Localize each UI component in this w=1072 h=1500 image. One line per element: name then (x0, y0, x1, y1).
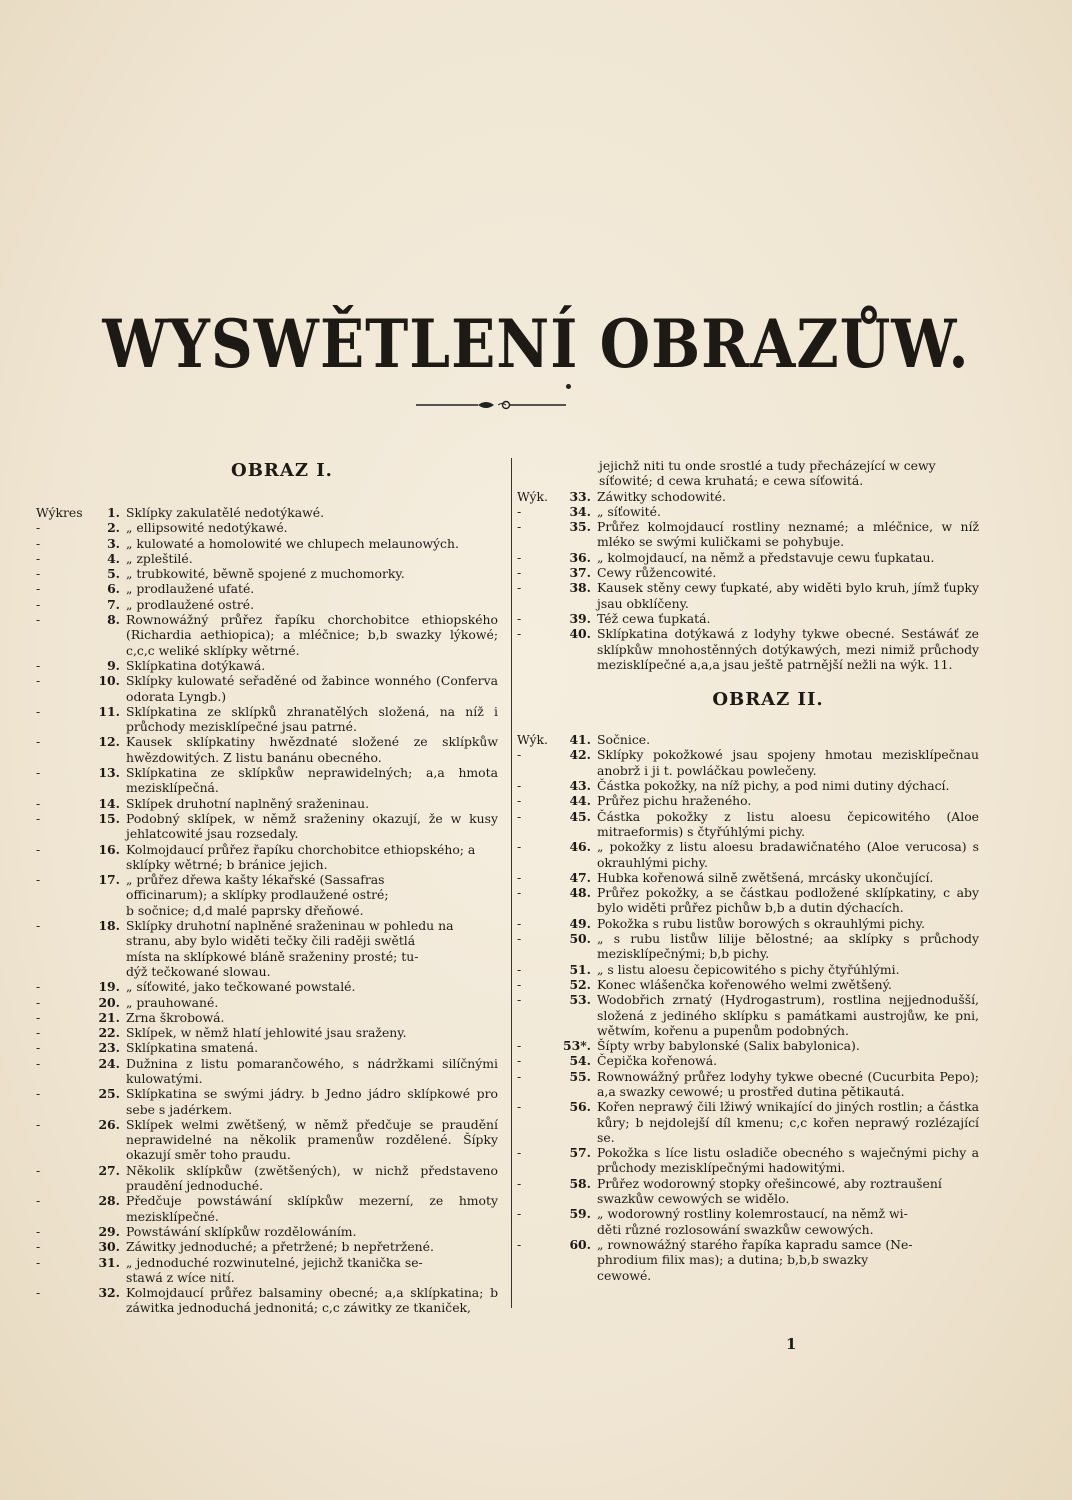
entry-text: Předčuje powstáwání sklípkůw mezerní, ze hmoty mezisklípečné. (126, 1193, 498, 1224)
entry-number: 57. (569, 1145, 591, 1161)
entry-text: Kolmojdaucí průřez balsaminy obecné; a,a sklípkatina; b záwitka jednoduchá jednonitá; c,c záwitky ze tkaniček, (126, 1285, 498, 1316)
entry-prefix: - (517, 1145, 522, 1161)
figure-entry (517, 992, 979, 1038)
entry-text: „ trubkowité, běwně spojené z muchomorky. (126, 566, 405, 582)
entry-number: 46. (569, 839, 591, 855)
figure-entry (36, 1025, 498, 1040)
entry-number: 26. (98, 1116, 120, 1132)
figure-entry (517, 793, 979, 808)
entry-text: Čepička kořenowá. (597, 1053, 718, 1069)
entry-number: 21. (98, 1009, 120, 1025)
entry-prefix: - (517, 549, 522, 565)
entry-prefix: - (517, 1038, 522, 1054)
entry-text: Sklípek welmi zwětšený, w němž předčuje se praudění neprawidelné na několik pramenůw rozdělené. Šípky okazují směr toho praudu. (126, 1116, 498, 1163)
entry-prefix: - (517, 976, 522, 992)
entry-text: „ prauhowané. (126, 994, 219, 1010)
entry-number: 43. (569, 778, 591, 794)
figure-entry (36, 995, 498, 1010)
figure-entry (36, 1285, 498, 1316)
entry-prefix: - (36, 1009, 41, 1025)
figure-entry (517, 519, 979, 550)
entry-prefix: Wýkres (36, 505, 83, 520)
entry-prefix: - (36, 1223, 41, 1239)
entry-number: 1. (107, 505, 120, 520)
figure-entry (517, 504, 979, 519)
figure-entry (36, 1010, 498, 1025)
entry-prefix: - (517, 869, 522, 885)
entry-number: 2. (107, 520, 120, 536)
entry-text: „ síťowité, jako tečkowané powstalé. (126, 979, 356, 995)
entry-number: 59. (569, 1206, 591, 1222)
entry-text: Částka pokožky z listu aloesu čepicowitého (Aloe mitraeformis) s čtyřúhlými pichy. (597, 808, 979, 839)
entry-number: 51. (569, 961, 591, 977)
column-divider (511, 458, 512, 1308)
entry-number: 7. (107, 596, 120, 612)
entry-text: Sklípky druhotní naplněné sraženinau w pohledu na stranu, aby bylo widěti tečky čili raději swětlá místa na sklípkowé bláně sraženiny prosté; tu- dýž tečkowané slowau. (126, 918, 454, 979)
entry-text: Sklípky pokožkowé jsau spojeny hmotau mezisklípečnau anobrž i ji t. powláčkau powlečeny. (597, 747, 979, 778)
entry-text: „ kolmojdaucí, na němž a představuje cewu ťupkatau. (597, 549, 935, 565)
figure-entry (517, 565, 979, 580)
figure-entry (36, 918, 498, 979)
entry-prefix: - (36, 1040, 41, 1056)
figure-entry (517, 1176, 979, 1207)
figure-entry (517, 550, 979, 565)
figure-entry (517, 1145, 979, 1176)
entry-number: 18. (98, 918, 120, 934)
entry-number: 27. (98, 1162, 120, 1178)
entry-prefix: - (36, 1239, 41, 1255)
entry-text: Několik sklípkůw (zwětšených), w nichž představeno praudění jednoduché. (126, 1162, 498, 1194)
figure-entry (517, 977, 979, 992)
figure-entry (36, 734, 498, 765)
entry-prefix: - (36, 1254, 41, 1270)
entry-text: Sklípkatina ze sklípků zhranatělých složená, na níž i průchody mezisklípečné jsau patrné. (126, 703, 498, 735)
entry-number: 36. (569, 549, 591, 565)
entry-prefix: - (517, 1099, 522, 1115)
figure-entry (36, 872, 498, 918)
entry-text: Průřez pokožky, a se částkau podložené sklípkatiny, c aby bylo widěti průřez pichůw b,b a dutin dýchacích. (597, 885, 979, 916)
entry-number: 42. (569, 747, 591, 763)
entry-text: Zrna škrobowá. (126, 1009, 225, 1025)
entry-number: 8. (107, 612, 120, 628)
entry-text: Powstáwání sklípkůw rozdělowáním. (126, 1223, 357, 1239)
entry-text: Kořen neprawý čili lžiwý wnikající do jiných rostlin; a částka kůry; b nejdolejší díl kmenu; c,c kořen neprawý rozlézající se. (597, 1099, 979, 1145)
entry-number: 38. (569, 580, 591, 596)
entry-text: Záwitky jednoduché; a přetržené; b nepřetržené. (126, 1239, 434, 1255)
entry-text: Sklípkatina dotýkawá. (126, 657, 266, 673)
entry-number: 54. (569, 1053, 591, 1069)
entry-text: „ prodlaužené ostré. (126, 596, 255, 612)
entry-prefix: - (517, 747, 522, 763)
entry-number: 53*. (562, 1038, 591, 1054)
entry-prefix: - (517, 793, 522, 809)
entry-text: „ kulowaté a homolowité we chlupech melaunowých. (126, 535, 459, 551)
figure-entry (517, 885, 979, 916)
entry-number: 32. (98, 1285, 120, 1301)
entry-text: Sklípky zakulatělé nedotýkawé. (126, 505, 325, 520)
entry-number: 22. (98, 1025, 120, 1041)
figure-entry (517, 1099, 979, 1145)
figure-entry (36, 581, 498, 596)
figure-entry (36, 1255, 498, 1286)
entry-text: Hubka kořenowá silně zwětšená, mrcásky ukončující. (597, 869, 934, 885)
entry-number: 53. (569, 992, 591, 1008)
entry-prefix: - (517, 1068, 522, 1084)
entry-prefix: - (517, 626, 522, 642)
entry-prefix: - (517, 1236, 522, 1252)
entry-number: 16. (98, 841, 120, 857)
figure-entry (517, 1053, 979, 1068)
entry-number: 28. (98, 1193, 120, 1209)
entry-text: Wodobřich zrnatý (Hydrogastrum), rostlina nejjednodušší, složená z jediného sklípku s památkami austrojůw, ke pni, wětwím, kořenu a pupenům podobných. (597, 992, 979, 1038)
entry-number: 41. (569, 732, 591, 748)
figure-entry (36, 842, 498, 873)
entry-text: Sklípky kulowaté seřaděné od žabince wonného (Conferva odorata Lyngb.) (126, 673, 498, 704)
section-heading-obraz-2: OBRAZ II. (712, 689, 824, 711)
entry-number: 40. (569, 626, 591, 642)
entry-number: 6. (107, 581, 120, 597)
entry-number: 48. (569, 885, 591, 901)
figure-entry (36, 1086, 498, 1117)
figure-entry (36, 979, 498, 994)
entry-list-obraz-1-continued (517, 489, 979, 673)
entry-prefix: - (517, 1053, 522, 1069)
entry-number: 15. (98, 810, 120, 826)
entry-prefix: - (36, 1055, 41, 1071)
figure-entry (517, 916, 979, 931)
entry-number: 44. (569, 793, 591, 809)
figure-entry (517, 809, 979, 840)
left-column (36, 457, 498, 1316)
figure-entry (517, 747, 979, 778)
entry-text: Sklípek, w němž hlatí jehlowité jsau sraženy. (126, 1025, 407, 1041)
figure-entry (36, 1239, 498, 1254)
entry-prefix: - (36, 795, 41, 811)
entry-number: 60. (569, 1236, 591, 1252)
entry-number: 9. (107, 657, 120, 673)
entry-prefix: - (36, 994, 41, 1010)
entry-text: Též cewa ťupkatá. (597, 610, 711, 626)
entry-text: Cewy růžencowité. (597, 565, 717, 581)
entry-prefix: - (517, 1206, 522, 1222)
entry-prefix: - (36, 596, 41, 612)
entry-text: Konec wlášenčka kořenowého welmi zwětšený. (597, 976, 892, 992)
entry-text: Sočnice. (597, 732, 651, 748)
entry-number: 4. (107, 550, 120, 566)
entry-number: 3. (107, 535, 120, 551)
entry-prefix: - (517, 778, 522, 794)
figure-entry (36, 505, 498, 520)
entry-prefix: - (517, 580, 522, 596)
entry-number: 55. (569, 1068, 591, 1084)
figure-entry (36, 1056, 498, 1087)
figure-entry (517, 962, 979, 977)
entry-prefix: - (36, 1025, 41, 1041)
entry-prefix: - (517, 610, 522, 626)
entry-continuation: jejichž niti tu onde srostlé a tudy přecházející w cewy síťowité; d cewa kruhatá; e cewa síťowitá. (599, 458, 936, 489)
figure-entry (36, 520, 498, 535)
figure-entry (517, 1038, 979, 1053)
entry-number: 39. (569, 610, 591, 626)
entry-number: 34. (569, 503, 591, 519)
figure-entry (517, 870, 979, 885)
entry-number: 58. (569, 1175, 591, 1191)
entry-prefix: - (36, 1116, 41, 1132)
entry-list-obraz-2 (517, 732, 979, 1283)
entry-prefix: - (517, 519, 522, 535)
entry-number: 30. (98, 1239, 120, 1255)
section-heading-obraz-1: OBRAZ I. (231, 460, 333, 481)
entry-number: 31. (98, 1254, 120, 1270)
entry-text: Záwitky schodowité. (597, 488, 726, 504)
figure-entry (517, 1237, 979, 1283)
entry-prefix: Wýk. (517, 488, 548, 504)
figure-entry (36, 612, 498, 658)
entry-prefix: - (36, 1285, 41, 1301)
entry-number: 49. (569, 915, 591, 931)
entry-text: „ síťowité. (597, 503, 661, 519)
entry-prefix: - (36, 1162, 41, 1178)
entry-text: Kausek sklípkatiny hwězdnaté složené ze sklípkůw hwězdowitých. Z listu banánu obecného. (126, 734, 498, 765)
entry-number: 37. (569, 565, 591, 581)
entry-prefix: - (517, 961, 522, 977)
entry-text: „ jednoduché rozwinutelné, jejichž tkanička se- stawá z wíce nití. (126, 1254, 423, 1285)
entry-text: Dužnina z listu pomarančowého, s nádržkami silíčnými kulowatými. (126, 1055, 498, 1086)
figure-entry (36, 1193, 498, 1224)
figure-entry (517, 1206, 979, 1237)
figure-entry (517, 931, 979, 962)
entry-number: 45. (569, 808, 591, 824)
entry-text: Pokožka s líce listu osladiče obecného s waječnými pichy a průchody mezisklípečnými hadowitými. (597, 1145, 979, 1176)
entry-number: 25. (98, 1086, 120, 1102)
entry-text: Průřez kolmojdaucí rostliny neznamé; a mléčnice, w níž mléko se swými kuličkami se pohybuje. (597, 519, 979, 550)
entry-text: „ rownowážný starého řapíka kapradu samce (Ne- phrodium filix mas); a dutina; b,b,b swazky cewowé. (597, 1236, 913, 1283)
figure-entry (517, 839, 979, 870)
entry-number: 35. (569, 519, 591, 535)
entry-text: „ s rubu listůw lilije bělostné; aa sklípky s průchody mezisklípečnými; b,b pichy. (597, 931, 979, 962)
entry-number: 47. (569, 869, 591, 885)
entry-number: 13. (98, 765, 120, 781)
entry-prefix: - (36, 535, 41, 551)
entry-text: Průřez wodorowný stopky ořešincowé, aby roztraušení swazkůw cewowých se widělo. (597, 1175, 942, 1207)
entry-text: Sklípkatina se swými jádry. b Jedno jádro sklípkowé pro sebe s jadérkem. (126, 1086, 498, 1117)
entry-prefix: - (517, 885, 522, 901)
entry-number: 11. (98, 703, 120, 719)
entry-prefix: - (36, 566, 41, 582)
entry-number: 33. (569, 488, 591, 504)
figure-entry (36, 551, 498, 566)
entry-list-obraz-1 (36, 505, 498, 1316)
entry-prefix: - (36, 673, 41, 689)
entry-prefix: - (517, 565, 522, 581)
entry-prefix: - (36, 550, 41, 566)
entry-text: Rownowážný průřez řapíku chorchobitce ethiopského (Richardia aethiopica); a mléčnice; b,b swazky lýkowé; c,c,c weliké sklípky wětrné. (126, 612, 498, 658)
entry-prefix: - (517, 992, 522, 1008)
entry-text: „ ellipsowité nedotýkawé. (126, 520, 288, 536)
entry-text: Sklípkatina smatená. (126, 1040, 259, 1056)
figure-entry (517, 489, 979, 504)
entry-number: 50. (569, 931, 591, 947)
entry-text: Kausek stěny cewy ťupkaté, aby widěti bylo kruh, jímž ťupky jsau obklíčeny. (597, 580, 979, 611)
entry-prefix: - (36, 841, 41, 857)
figure-entry (36, 796, 498, 811)
entry-text: Průřez pichu hraženého. (597, 793, 752, 809)
entry-text: Podobný sklípek, w němž sraženiny okazují, že w kusy jehlatcowité jsau rozsedaly. (126, 810, 498, 842)
figure-entry (517, 580, 979, 611)
figure-entry (36, 673, 498, 704)
entry-number: 20. (98, 994, 120, 1010)
entry-number: 5. (107, 566, 120, 582)
entry-text: Pokožka s rubu listůw borowých s okrauhlými pichy. (597, 915, 925, 931)
figure-entry (517, 626, 979, 672)
figure-entry (517, 1069, 979, 1100)
entry-prefix: - (36, 918, 41, 934)
entry-text: Šípty wrby babylonské (Salix babylonica). (597, 1038, 860, 1054)
entry-prefix: - (36, 979, 41, 995)
right-column (517, 458, 979, 1283)
figure-entry (36, 704, 498, 735)
figure-entry (517, 778, 979, 793)
entry-text: „ prodlaužené ufaté. (126, 581, 255, 597)
figure-entry (517, 611, 979, 626)
page-number: 1 (786, 1335, 797, 1353)
figure-entry (36, 1117, 498, 1163)
entry-prefix: - (36, 612, 41, 628)
figure-entry (36, 566, 498, 581)
entry-prefix: - (517, 915, 522, 931)
entry-text: „ průřez dřewa kašty lékařské (Sassafras officinarum); a sklípky prodlaužené ostré; b sočnice; d,d malé paprsky dřeňowé. (126, 872, 389, 918)
entry-prefix: - (36, 1086, 41, 1102)
entry-number: 52. (569, 976, 591, 992)
entry-number: 24. (98, 1055, 120, 1071)
entry-prefix: Wýk. (517, 732, 548, 748)
figure-entry (36, 1163, 498, 1194)
entry-prefix: - (36, 520, 41, 536)
entry-text: „ s listu aloesu čepicowitého s pichy čtyřúhlými. (597, 961, 900, 977)
entry-number: 14. (98, 795, 120, 811)
entry-prefix: - (36, 657, 41, 673)
figure-entry (36, 811, 498, 842)
entry-prefix: - (517, 839, 522, 855)
entry-text: Sklípek druhotní naplněný sraženinau. (126, 795, 370, 811)
ornament-divider (416, 398, 566, 412)
entry-text: „ wodorowný rostliny kolemrostaucí, na němž wi- děti různé rozlosowání swazkůw cewowých. (597, 1206, 908, 1237)
entry-prefix: - (36, 734, 41, 750)
figure-entry (517, 732, 979, 747)
entry-number: 23. (98, 1040, 120, 1056)
entry-text: „ zpleštilé. (126, 550, 193, 566)
figure-entry (36, 597, 498, 612)
entry-prefix: - (36, 810, 41, 826)
entry-text: Sklípkatina ze sklípkůw neprawidelných; a,a hmota mezisklípečná. (126, 765, 498, 796)
entry-prefix: - (36, 765, 41, 781)
entry-text: Sklípkatina dotýkawá z lodyhy tykwe obecné. Sestáwáť ze sklípkůw mnohostěnných dotýkawých, mezi nimiž průchody mezisklípečné a,a,a jsau ještě patrnější nežli na wýk. 11. (597, 626, 979, 672)
entry-number: 17. (98, 872, 120, 888)
page-title: WYSWĚTLENÍ OBRAZŮW. (102, 305, 970, 384)
entry-text: „ pokožky z listu aloesu bradawičnatého (Aloe verucosa) s okrauhlými pichy. (597, 839, 979, 870)
entry-number: 12. (98, 734, 120, 750)
entry-prefix: - (517, 931, 522, 947)
entry-prefix: - (517, 503, 522, 519)
entry-number: 56. (569, 1099, 591, 1115)
entry-prefix: - (36, 1193, 41, 1209)
entry-number: 19. (98, 979, 120, 995)
entry-text: Kolmojdaucí průřez řapíku chorchobitce ethiopského; a sklípky wětrné; b bránice jejich. (126, 841, 476, 872)
entry-text: Částka pokožky, na níž pichy, a pod nimi dutiny dýchací. (597, 778, 950, 794)
entry-prefix: - (517, 808, 522, 824)
entry-number: 29. (98, 1223, 120, 1239)
figure-entry (36, 765, 498, 796)
entry-prefix: - (517, 1175, 522, 1191)
figure-entry (36, 1224, 498, 1239)
entry-prefix: - (36, 872, 41, 888)
entry-prefix: - (36, 581, 41, 597)
entry-number: 10. (98, 673, 120, 689)
figure-entry (36, 1040, 498, 1055)
figure-entry (36, 536, 498, 551)
title-dot (566, 384, 571, 389)
entry-text: Rownowážný průřez lodyhy tykwe obecné (Cucurbita Pepo); a,a swazky cewowé; u prostřed dutina pětikautá. (597, 1068, 979, 1099)
figure-entry (36, 658, 498, 673)
entry-prefix: - (36, 703, 41, 719)
